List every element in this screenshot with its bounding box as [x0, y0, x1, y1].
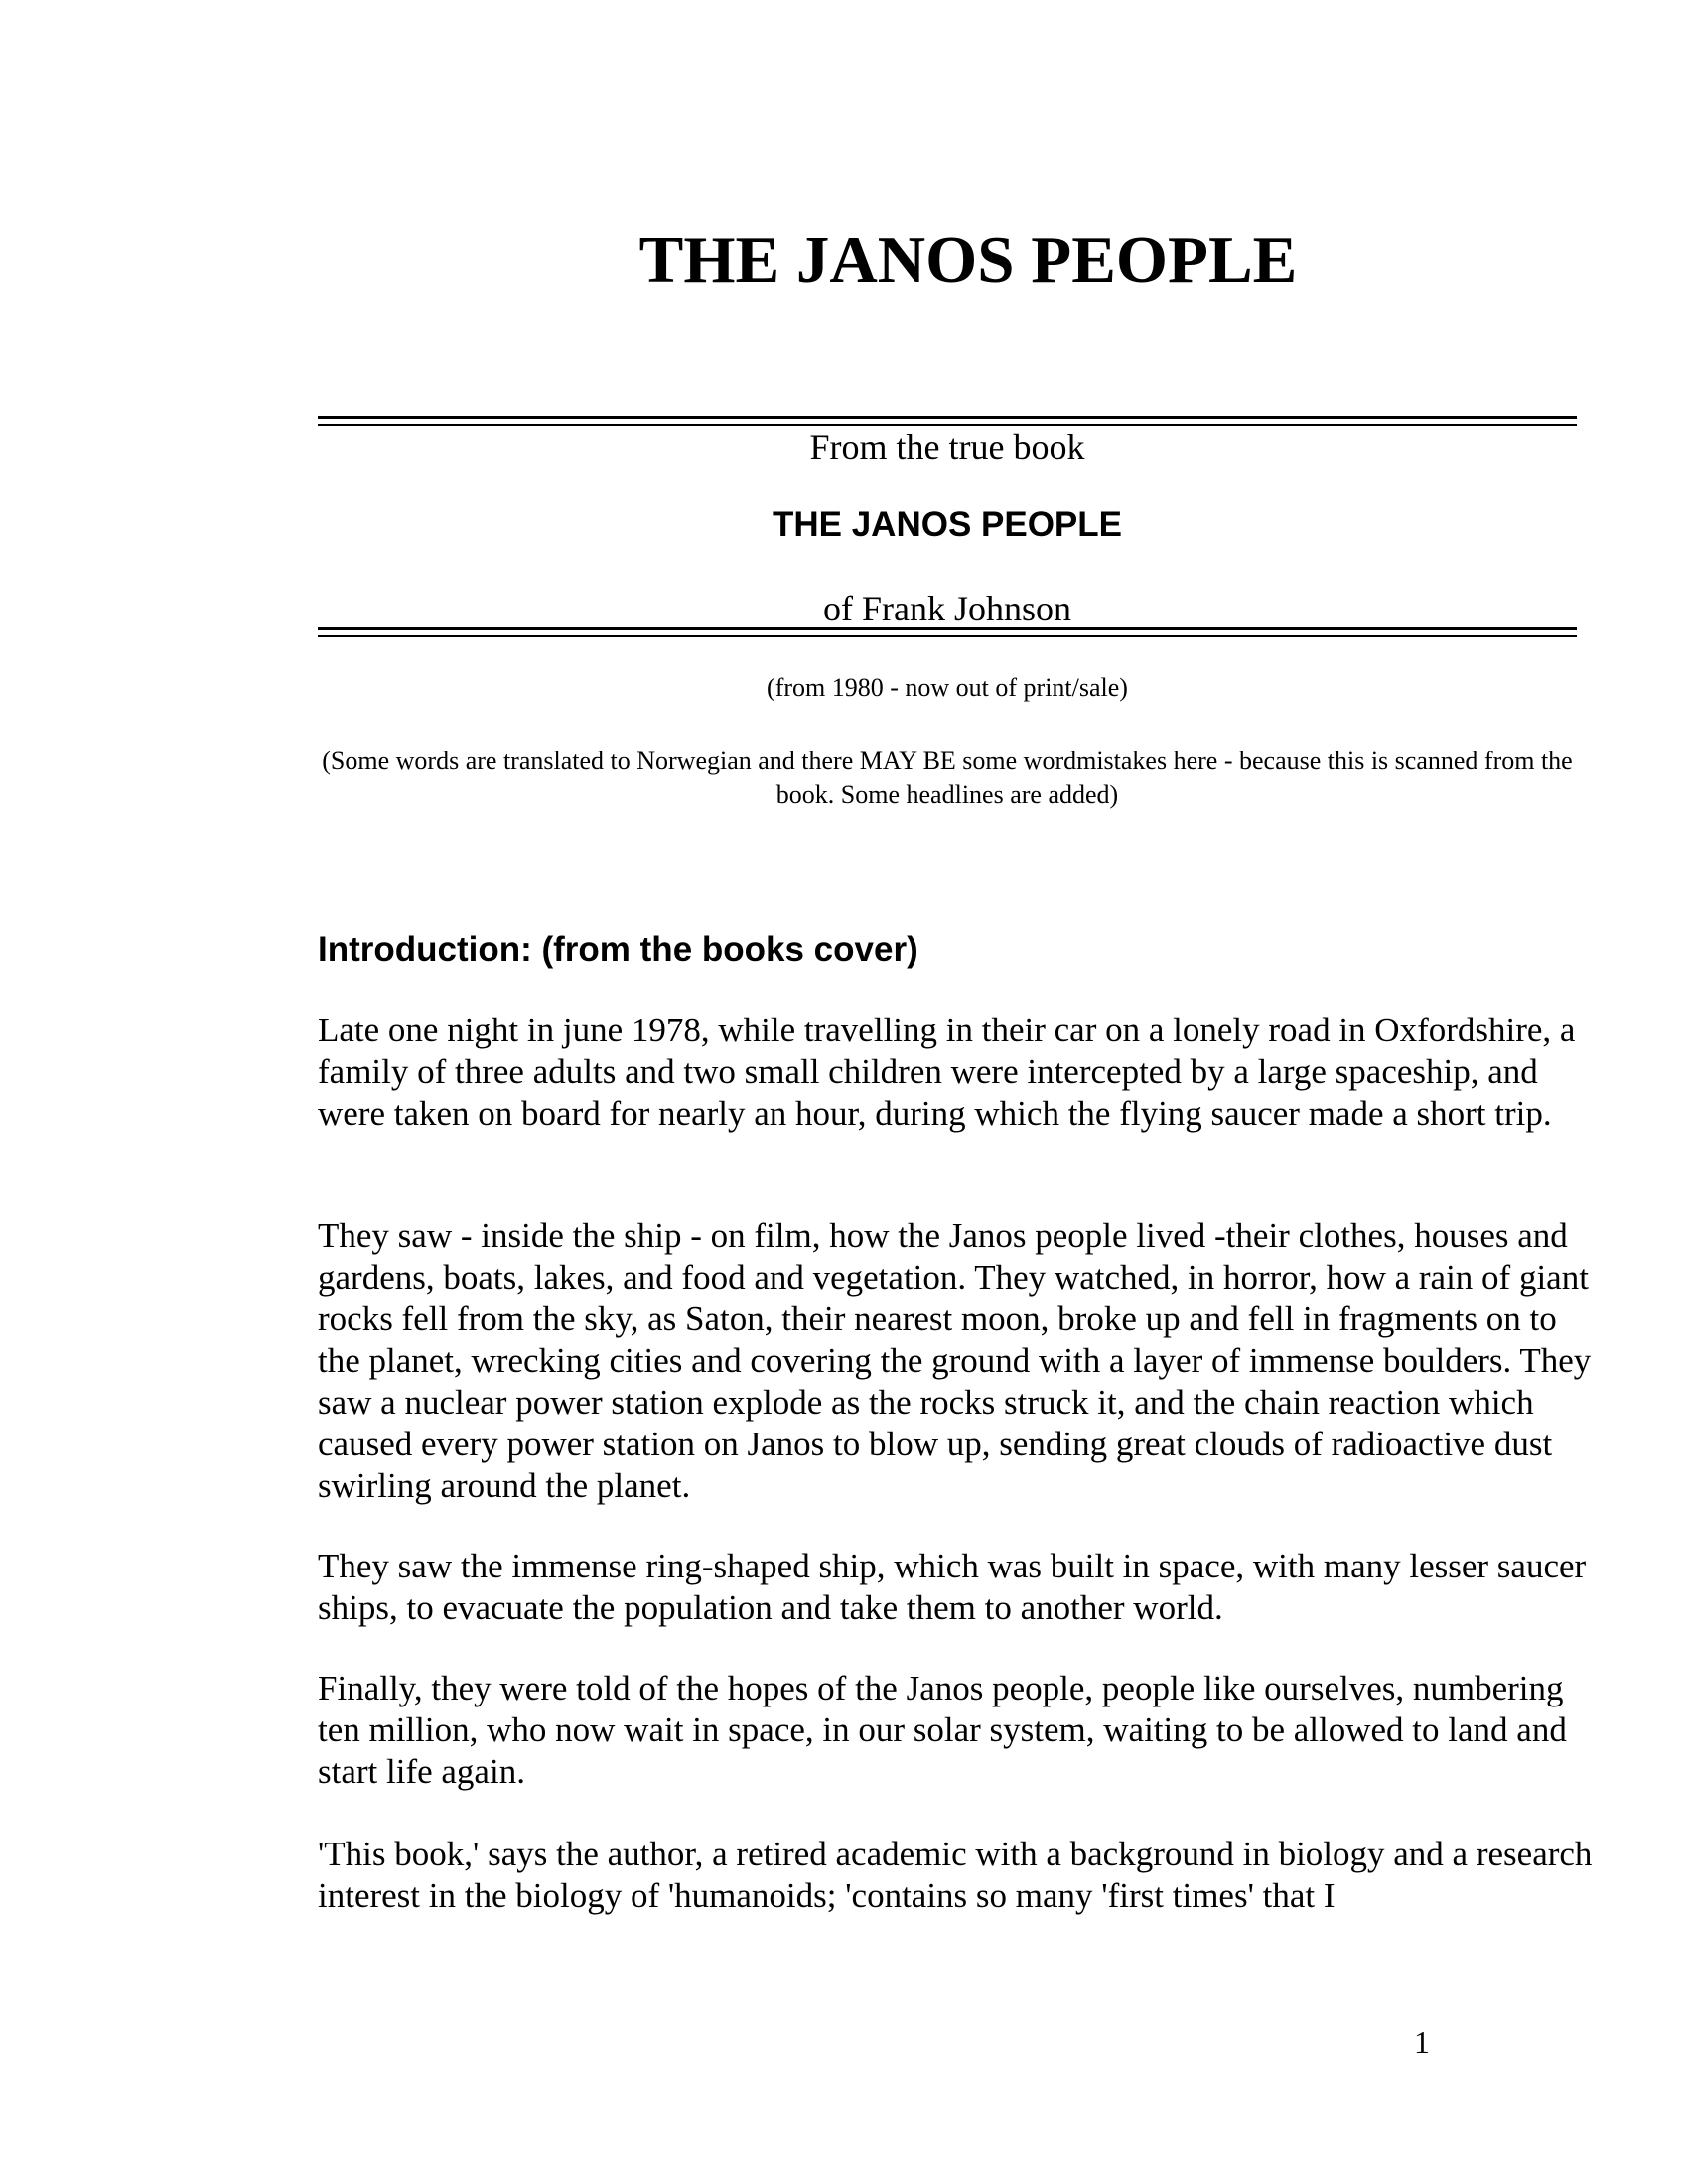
- book-title: THE JANOS PEOPLE: [772, 505, 1123, 544]
- paragraph: Finally, they were told of the hopes of the Janos people, people like ourselves, numbering ten million, who now wait in space, in our solar system, waiting to be allowed to land and start life again.: [318, 1669, 1567, 1791]
- publication-note: (from 1980 - now out of print/sale): [767, 673, 1128, 702]
- scan-note: (Some words are translated to Norwegian and there MAY BE some wordmistakes here - because this is scanned from the book. Some headlines are added): [322, 747, 1573, 809]
- paragraph: They saw - inside the ship - on film, how the Janos people lived -their clothes, houses and gardens, boats, lakes, and food and vegetation. They watched, in horror, how a rain of giant rocks fell from the sky, as Saton, their nearest moon, broke up and fell in fragments on to the planet, wrecking cities and covering the ground with a layer of immense boulders. They saw a nuclear power station explode as the rocks struck it, and the chain reaction which caused every power station on Janos to blow up, sending great clouds of radioactive dust swirling around the planet.: [318, 1216, 1592, 1505]
- page-number: 1: [1414, 2024, 1430, 2060]
- author-line: of Frank Johnson: [823, 589, 1071, 628]
- section-heading: Introduction: (from the books cover): [318, 930, 918, 969]
- paragraph: They saw the immense ring-shaped ship, which was built in space, with many lesser saucer ships, to evacuate the population and take them to another world.: [318, 1547, 1587, 1627]
- paragraph: 'This book,' says the author, a retired academic with a background in biology and a research interest in the biology of 'humanoids; 'contains so many 'first times' that I: [318, 1835, 1593, 1915]
- paragraph: Late one night in june 1978, while travelling in their car on a lonely road in Oxfordshire, a family of three adults and two small children were intercepted by a large spaceship, and were taken on board for nearly an hour, during which the flying saucer made a short trip.: [318, 1011, 1576, 1133]
- from-true-book-line: From the true book: [809, 427, 1085, 467]
- page-title: THE JANOS PEOPLE: [638, 223, 1298, 297]
- double-rule-bottom: [318, 627, 1577, 637]
